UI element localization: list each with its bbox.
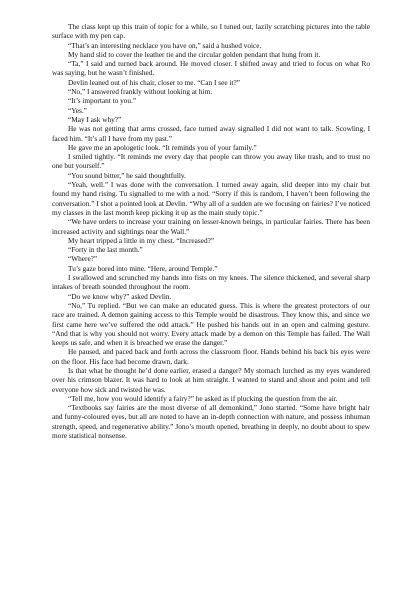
- paragraph: “Where?”: [68, 254, 98, 264]
- paragraph: “May I ask why?”: [68, 114, 122, 124]
- paragraph: “No,” Tu replied. “But we can make an educated guess. This is where the greatest protectors of our race are trained. A demon gaining access to this Temple would be disastrous. They know this, and since we first came here we’ve suffered the odd attack.” He pushed his hands out in an open and calming gesture. “And that is why you should not worry. Every attack made by a demon on this Temple has failed. The Wall keeps us safe, and when it is breached we erase the danger.”: [52, 300, 370, 348]
- paragraph: “Yeah, well.” I was done with the conversation. I turned away again, slid deeper into my chair but found my hand rising. Tu signalled to me with a nod. “Sorry if this is random, I haven’t been following the conversation.” I shot a pointed look at Devlin. “Why all of a sudden are we focusing on fairies? I’ve noticed my classes in the last month keep picking it up as the main study topic.”: [52, 180, 370, 217]
- paragraph: Tu’s gaze bored into mine. “Here, around Temple.”: [68, 263, 218, 273]
- paragraph: Devlin leaned out of his chair, closer to me. “Can I see it?”: [68, 77, 240, 87]
- paragraph: “You sound bitter,” he said thoughtfully.: [68, 170, 186, 180]
- paragraph: “Forty in the last month.”: [68, 245, 143, 255]
- paragraph: I smiled tightly. “It reminds me every day that people can throw you away like trash, and to trust no one but yourself.”: [52, 152, 370, 171]
- paragraph: “That’s an interesting necklace you have on,” said a hushed voice.: [68, 40, 262, 50]
- paragraph: Is that what he thought he’d done earlier, erased a danger? My stomach lurched as my eyes wandered over his crimson blazer. It was hard to look at him straight. I wanted to stand and shout and point and tell everyone how sick and twisted he was.: [52, 365, 370, 394]
- paragraph: “Tell me, how you would identify a fairy?” he asked as if plucking the question from the air.: [68, 393, 338, 403]
- paragraph: “Ta,” I said and turned back around. He moved closer. I shifted away and tried to focus on what Ro was saying, but he wasn’t finished.: [52, 59, 370, 78]
- paragraph: “It’s important to you.”: [68, 96, 137, 106]
- paragraph: He was not getting that arms crossed, face turned away signalled I did not want to talk. Scowling, I faced him. “It’s all I have from my past.”: [52, 124, 370, 143]
- paragraph: My hand slid to cover the leather tie and the circular golden pendant that hung from it.: [68, 49, 321, 59]
- paragraph: The class kept up this train of topic for a while, so I tuned out, lazily scratching pictures into the table surface with my pen cap.: [52, 22, 370, 41]
- paragraph: “Yes.”: [68, 105, 87, 115]
- paragraph: “Textbooks say fairies are the most diverse of all demonkind,” Jono started. “Some have bright hair and funny-coloured eyes, but all are noted to have an in-depth connection with nature, and possess inhuman strength, speed, and regenerative ability.” Jono’s mouth opened, breathing in deeply, no doubt about to spew more statistical nonsense.: [52, 403, 370, 441]
- paragraph: “Do we know why?” asked Devlin.: [68, 291, 172, 301]
- paragraph: “We have orders to increase your training on lesser-known beings, in particular fairies. There has been increased activity and sightings near the Wall.”: [52, 217, 370, 236]
- paragraph: He paused, and paced back and forth across the classroom floor. Hands behind his back his eyes were on the floor. His face had become drawn, dark.: [52, 347, 370, 366]
- paragraph: “No,” I answered frankly without looking at him.: [68, 87, 213, 97]
- paragraph: He gave me an apologetic look. “It reminds you of your family.”: [68, 142, 257, 152]
- paragraph: My heart tripped a little in my chest. “Increased?”: [68, 235, 215, 245]
- paragraph: I swallowed and scrunched my hands into fists on my knees. The silence thickened, and several sharp intakes of breath sounded throughout the room.: [52, 273, 370, 292]
